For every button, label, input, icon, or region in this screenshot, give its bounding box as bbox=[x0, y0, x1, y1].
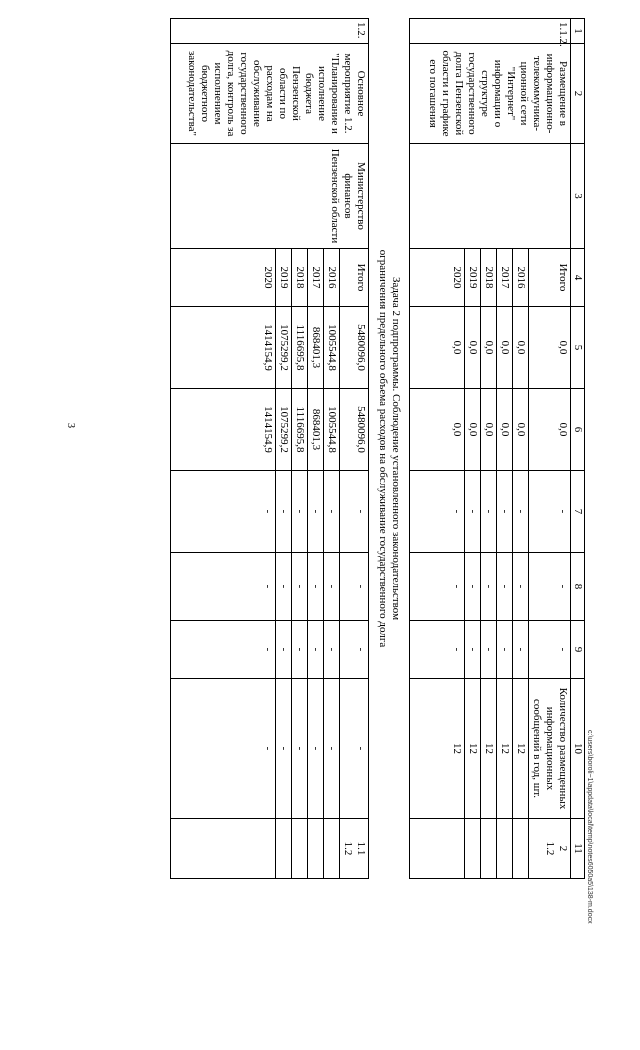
local-budget-cell: - bbox=[497, 553, 513, 621]
indicator-cell: Количество размещенных информационных сообщений в год, шт. bbox=[529, 679, 571, 819]
federal-budget-cell: - bbox=[410, 471, 465, 553]
other-sources-cell: - bbox=[324, 621, 340, 679]
header-cell: 11 bbox=[571, 819, 585, 879]
year-cell: Итого bbox=[340, 249, 369, 307]
total-funding-cell: 1414154,9 bbox=[171, 307, 276, 389]
total-funding-cell: 0,0 bbox=[513, 307, 529, 389]
local-budget-cell: - bbox=[481, 553, 497, 621]
federal-budget-cell: - bbox=[497, 471, 513, 553]
total-funding-cell: 0,0 bbox=[529, 307, 571, 389]
total-funding-cell: 0,0 bbox=[497, 307, 513, 389]
year-cell: 2019 bbox=[276, 249, 292, 307]
regional-budget-cell: 868401,3 bbox=[308, 389, 324, 471]
federal-budget-cell: - bbox=[481, 471, 497, 553]
local-budget-cell: - bbox=[324, 553, 340, 621]
federal-budget-cell: - bbox=[513, 471, 529, 553]
federal-budget-cell: - bbox=[465, 471, 481, 553]
year-cell: 2018 bbox=[481, 249, 497, 307]
regional-budget-cell: 1005544,8 bbox=[324, 389, 340, 471]
task-ref-cell bbox=[308, 819, 324, 879]
indicator-cell: - bbox=[292, 679, 308, 819]
regional-budget-cell: 0,0 bbox=[481, 389, 497, 471]
task-ref-cell bbox=[410, 819, 465, 879]
local-budget-cell: - bbox=[410, 553, 465, 621]
task-ref-cell: 1.1 1.2 bbox=[340, 819, 369, 879]
header-cell: 6 bbox=[571, 389, 585, 471]
task-title-row bbox=[369, 19, 410, 879]
indicator-cell: - bbox=[324, 679, 340, 819]
other-sources-cell: - bbox=[292, 621, 308, 679]
regional-budget-cell: 0,0 bbox=[410, 389, 465, 471]
year-cell: 2018 bbox=[292, 249, 308, 307]
other-sources-cell: - bbox=[529, 621, 571, 679]
other-sources-cell: - bbox=[171, 621, 276, 679]
regional-budget-cell: 0,0 bbox=[513, 389, 529, 471]
regional-budget-cell: 1414154,9 bbox=[171, 389, 276, 471]
regional-budget-cell: 0,0 bbox=[465, 389, 481, 471]
total-funding-cell: 868401,3 bbox=[308, 307, 324, 389]
header-cell: 1 bbox=[571, 19, 585, 44]
federal-budget-cell: - bbox=[276, 471, 292, 553]
indicator-cell: 12 bbox=[481, 679, 497, 819]
task-title: Задача 2 подпрограммы. Соблюдение установленного законодательством ограничения предельного объема расходов на обслуживание государственного долга bbox=[369, 19, 410, 879]
other-sources-cell: - bbox=[497, 621, 513, 679]
indicator-cell: - bbox=[340, 679, 369, 819]
local-budget-cell: - bbox=[529, 553, 571, 621]
total-funding-cell: 0,0 bbox=[481, 307, 497, 389]
local-budget-cell: - bbox=[465, 553, 481, 621]
year-cell: 2016 bbox=[324, 249, 340, 307]
header-cell: 4 bbox=[571, 249, 585, 307]
other-sources-cell: - bbox=[410, 621, 465, 679]
task-ref-cell bbox=[324, 819, 340, 879]
total-funding-cell: 0,0 bbox=[410, 307, 465, 389]
row-1-2-number: 1.2. bbox=[171, 19, 369, 44]
indicator-cell: 12 bbox=[410, 679, 465, 819]
task-ref-cell bbox=[292, 819, 308, 879]
row-1-2-executor: Министерство финансов Пензенской области bbox=[171, 144, 369, 249]
federal-budget-cell: - bbox=[324, 471, 340, 553]
local-budget-cell: - bbox=[340, 553, 369, 621]
indicator-cell: 12 bbox=[513, 679, 529, 819]
header-cell: 2 bbox=[571, 44, 585, 144]
header-row bbox=[571, 19, 585, 879]
year-cell: 2020 bbox=[410, 249, 465, 307]
regional-budget-cell: 5480096,0 bbox=[340, 389, 369, 471]
page-number: 3 bbox=[65, 423, 76, 428]
footer-file-path: c:\users\boroli~1\appdata\local\temp\notes6050a5\138-m.docx bbox=[586, 730, 593, 924]
task-ref-cell bbox=[171, 819, 276, 879]
task-ref-cell bbox=[276, 819, 292, 879]
task-ref-cell: 2 1.2 bbox=[529, 819, 571, 879]
total-funding-cell: 1005544,8 bbox=[324, 307, 340, 389]
federal-budget-cell: - bbox=[340, 471, 369, 553]
row-1-2-row bbox=[340, 19, 369, 879]
header-cell: 7 bbox=[571, 471, 585, 553]
regional-budget-cell: 1116695,8 bbox=[292, 389, 308, 471]
other-sources-cell: - bbox=[340, 621, 369, 679]
task-ref-cell bbox=[513, 819, 529, 879]
year-cell: 2017 bbox=[308, 249, 324, 307]
row-1-1-2-name: Размещение в информационно-телекоммуника-ционной сети "Интернет" информации о структуре государственного долга Пензенской области и графике его погашения bbox=[410, 44, 571, 144]
local-budget-cell: - bbox=[276, 553, 292, 621]
header-cell: 8 bbox=[571, 553, 585, 621]
local-budget-cell: - bbox=[513, 553, 529, 621]
other-sources-cell: - bbox=[276, 621, 292, 679]
header-cell: 5 bbox=[571, 307, 585, 389]
other-sources-cell: - bbox=[481, 621, 497, 679]
header-cell: 10 bbox=[571, 679, 585, 819]
regional-budget-cell: 0,0 bbox=[529, 389, 571, 471]
row-1-2-name: Основное мероприятие 1.2. "Планирование и исполнение бюджета Пензенской области по расходам на обслуживание государственного долга, контроль за исполнением бюджетного законодательства" bbox=[171, 44, 369, 144]
total-funding-cell: 1075299,2 bbox=[276, 307, 292, 389]
rotated-table-area bbox=[80, 18, 585, 878]
program-table bbox=[170, 18, 585, 879]
regional-budget-cell: 0,0 bbox=[497, 389, 513, 471]
federal-budget-cell: - bbox=[308, 471, 324, 553]
task-ref-cell bbox=[481, 819, 497, 879]
total-funding-cell: 1116695,8 bbox=[292, 307, 308, 389]
year-cell: 2019 bbox=[465, 249, 481, 307]
other-sources-cell: - bbox=[465, 621, 481, 679]
table-body bbox=[171, 19, 585, 879]
year-cell: Итого bbox=[529, 249, 571, 307]
federal-budget-cell: - bbox=[171, 471, 276, 553]
indicator-cell: - bbox=[276, 679, 292, 819]
year-cell: 2016 bbox=[513, 249, 529, 307]
other-sources-cell: - bbox=[513, 621, 529, 679]
row-1-1-2-executor bbox=[410, 144, 571, 249]
indicator-cell: 12 bbox=[465, 679, 481, 819]
header-cell: 9 bbox=[571, 621, 585, 679]
task-ref-cell bbox=[465, 819, 481, 879]
local-budget-cell: - bbox=[171, 553, 276, 621]
header-cell: 3 bbox=[571, 144, 585, 249]
federal-budget-cell: - bbox=[529, 471, 571, 553]
total-funding-cell: 0,0 bbox=[465, 307, 481, 389]
year-cell: 2020 bbox=[171, 249, 276, 307]
local-budget-cell: - bbox=[308, 553, 324, 621]
indicator-cell: 12 bbox=[497, 679, 513, 819]
year-cell: 2017 bbox=[497, 249, 513, 307]
row-1-1-2-row bbox=[529, 19, 571, 879]
federal-budget-cell: - bbox=[292, 471, 308, 553]
other-sources-cell: - bbox=[308, 621, 324, 679]
local-budget-cell: - bbox=[292, 553, 308, 621]
regional-budget-cell: 1075299,2 bbox=[276, 389, 292, 471]
indicator-cell: - bbox=[171, 679, 276, 819]
row-1-1-2-number: 1.1.2. bbox=[410, 19, 571, 44]
indicator-cell: - bbox=[308, 679, 324, 819]
task-ref-cell bbox=[497, 819, 513, 879]
total-funding-cell: 5480096,0 bbox=[340, 307, 369, 389]
